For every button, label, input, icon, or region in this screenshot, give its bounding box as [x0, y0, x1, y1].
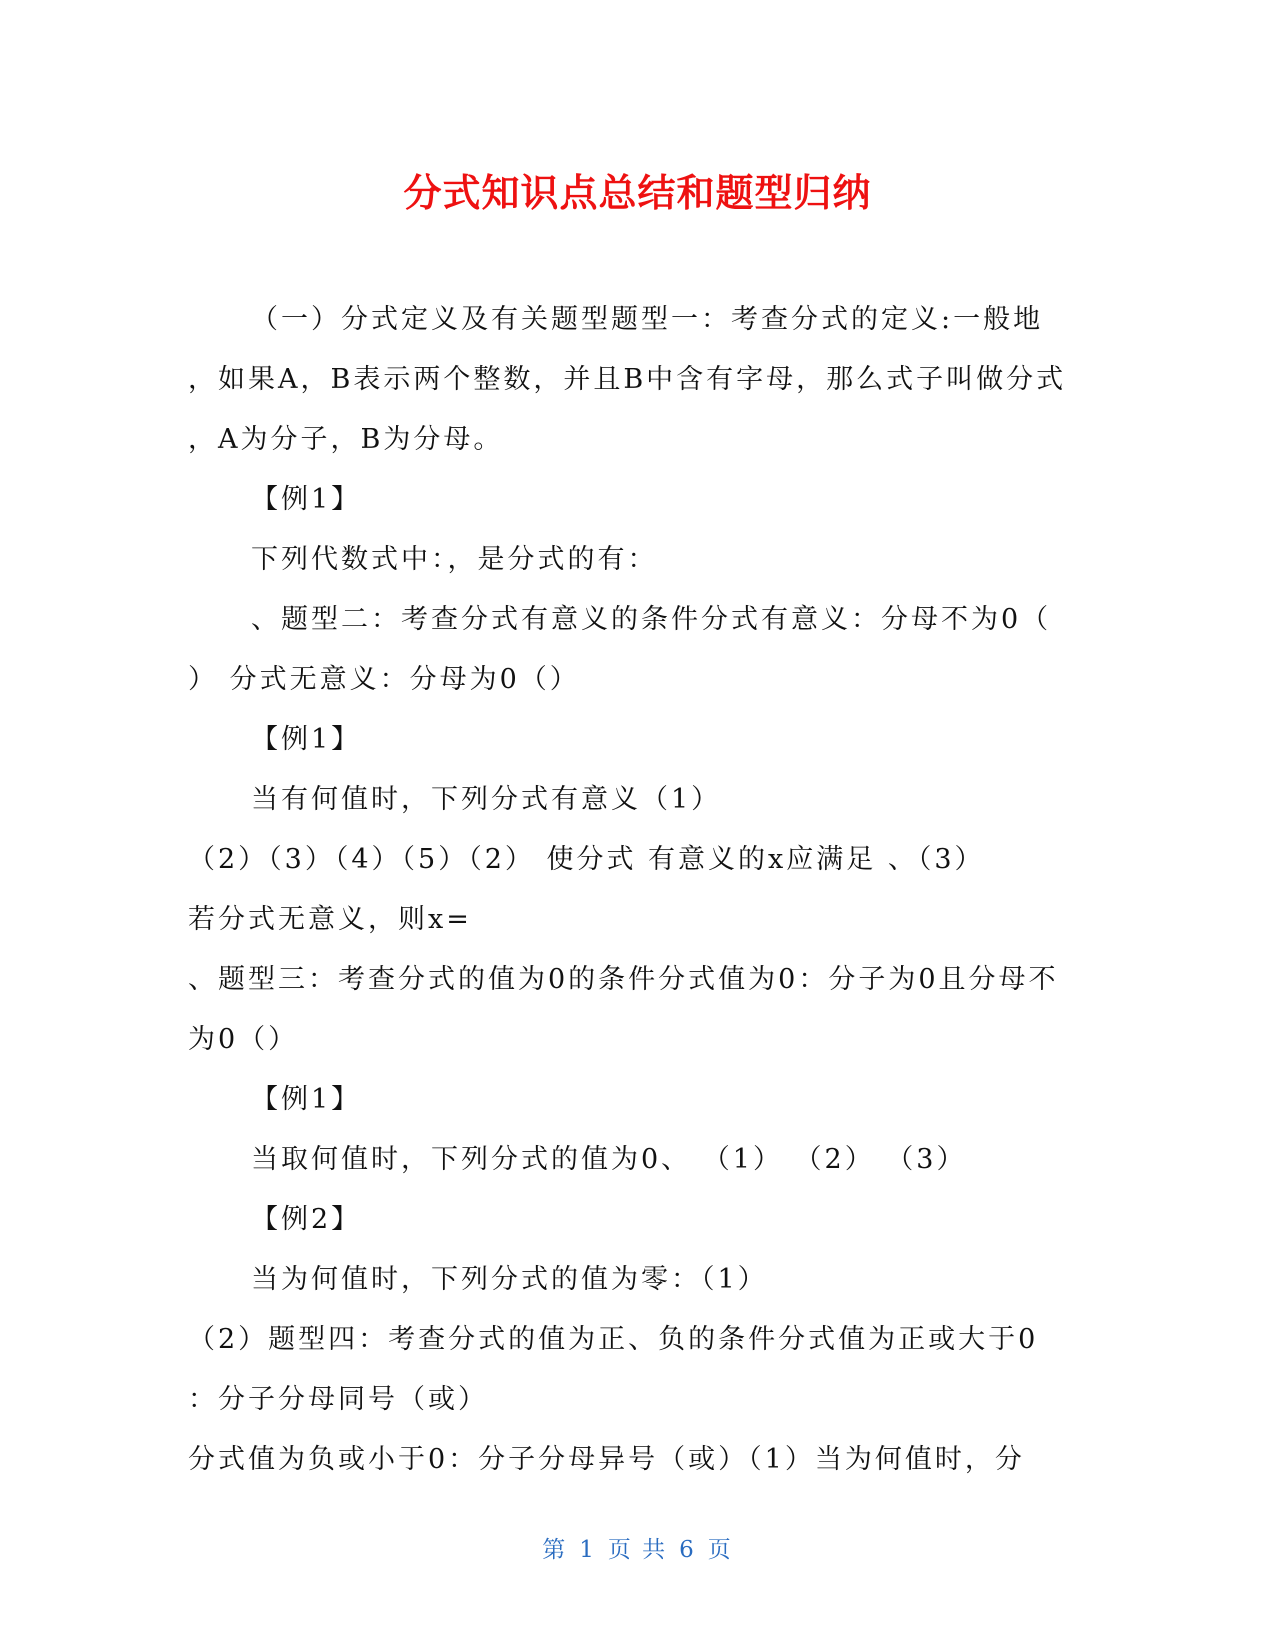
paragraph-line: 当有何值时，下列分式有意义（1） [251, 784, 722, 815]
example-label: 【例1】 [251, 724, 362, 755]
paragraph-line: 、题型三：考查分式的值为0的条件分式值为0：分子为0且分母不 [188, 964, 1059, 995]
paragraph-line: ，A为分子，B为分母。 [188, 424, 504, 455]
paragraph-line: 分式值为负或小于0：分子分母异号（或）（1）当为何值时，分 [188, 1444, 1025, 1475]
paragraph-line: 为0（） [188, 1024, 299, 1055]
paragraph-line: ：分子分母同号（或） [188, 1384, 488, 1415]
paragraph-line: （一）分式定义及有关题型题型一：考查分式的定义:一般地 [251, 304, 1044, 335]
footer-page-number: 1 [579, 1537, 596, 1563]
page-footer [0, 1535, 1275, 1565]
paragraph-line: 当取何值时，下列分式的值为0、 （1） （2） （3） [251, 1144, 967, 1175]
footer-prefix: 第 [542, 1537, 568, 1563]
paragraph-line: ） 分式无意义：分母为0（） [188, 664, 580, 695]
paragraph-line: ，如果A，B表示两个整数，并且B中含有字母，那么式子叫做分式 [188, 364, 1067, 395]
example-label: 【例1】 [251, 1084, 362, 1115]
footer-middle: 页 共 [607, 1537, 668, 1563]
document-title: 分式知识点总结和题型归纳 [403, 171, 872, 215]
footer-total-pages: 6 [679, 1537, 696, 1563]
example-label: 【例1】 [251, 484, 362, 515]
example-label: 【例2】 [251, 1204, 362, 1235]
paragraph-line: 当为何值时，下列分式的值为零：（1） [251, 1264, 768, 1295]
document-body [188, 290, 1074, 1490]
paragraph-line: 下列代数式中：，是分式的有： [251, 544, 658, 575]
paragraph-line: 、题型二：考查分式有意义的条件分式有意义：分母不为0（ [251, 604, 1052, 635]
paragraph-line: （2）题型四：考查分式的值为正、负的条件分式值为正或大于0 [188, 1324, 1039, 1355]
paragraph-line: 若分式无意义，则x= [188, 904, 472, 935]
footer-suffix: 页 [707, 1537, 733, 1563]
paragraph-line: （2）（3）（4）（5）（2） 使分式 有意义的x应满足 、（3） [188, 844, 985, 875]
